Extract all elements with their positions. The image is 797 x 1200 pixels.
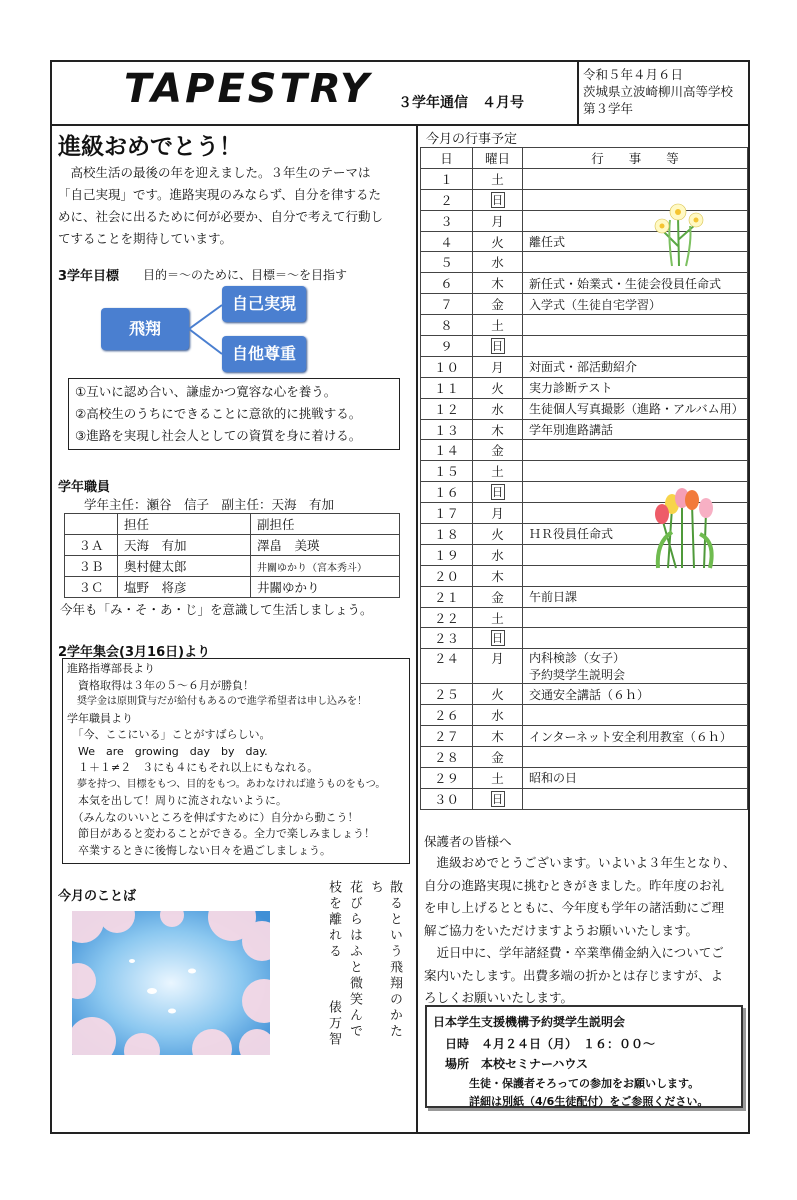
table-cell: ３Ｃ (65, 577, 118, 598)
calendar-weekday (473, 336, 523, 357)
intro-text (58, 162, 413, 250)
event-text: 離任式 (529, 235, 566, 249)
calendar-event (523, 231, 748, 252)
calendar-event (523, 189, 748, 210)
calendar-header: 曜日 (473, 148, 523, 169)
event-text: 入学式（生徒自宅学習） (529, 297, 662, 312)
issue-date: 令和５年４月６日 (583, 67, 684, 82)
assembly-line: 本気を出して！周りに流されないように。 (67, 794, 287, 807)
table-cell: 塩野 将彦 (118, 577, 251, 598)
calendar-day: ７ (421, 294, 473, 315)
weekday-label: 水 (491, 401, 504, 417)
calendar-weekday (473, 168, 523, 189)
calendar-row (421, 607, 748, 628)
calendar-row (421, 294, 748, 315)
weekday-label: 木 (491, 729, 504, 745)
calendar-row (421, 788, 748, 809)
calendar-event (523, 607, 748, 628)
calendar-row (421, 684, 748, 705)
cherry-blossom-image (72, 911, 270, 1055)
calendar-day: １４ (421, 440, 473, 461)
calendar-row (421, 273, 748, 294)
calendar-day: ２７ (421, 726, 473, 747)
goal-item: ①互いに認め合い、謙虚かつ寛容な心を養う。 (75, 384, 337, 399)
calendar-row (421, 747, 748, 768)
header-info (583, 66, 733, 117)
goal-item: ②高校生のうちにできることに意欲的に挑戦する。 (75, 406, 362, 421)
calendar-weekday (473, 356, 523, 377)
calendar-weekday (473, 294, 523, 315)
calendar-event (523, 336, 748, 357)
calendar-day: ２２ (421, 607, 473, 628)
calendar-event (523, 315, 748, 336)
weekday-label: 月 (491, 359, 504, 375)
calendar-day: ５ (421, 252, 473, 273)
weekday-label: 火 (491, 234, 504, 250)
event-text: インターネット安全利用教室（６ｈ） (529, 729, 732, 744)
calendar-row (421, 461, 748, 482)
calendar-day: １３ (421, 419, 473, 440)
assembly-heading: 2学年集会(3月16日)より (58, 645, 211, 660)
weekday-label: 月 (491, 651, 504, 667)
table-header: 副担任 (251, 514, 400, 535)
grade-name: 第３学年 (583, 101, 634, 116)
calendar-weekday (473, 210, 523, 231)
calendar-day: ２６ (421, 705, 473, 726)
calendar-day: ２９ (421, 767, 473, 788)
event-text: 内科検診（女子） (529, 651, 626, 666)
calendar-weekday (473, 649, 523, 684)
daffodil-illustration (648, 196, 710, 268)
weekday-label: 金 (491, 297, 504, 313)
event-text: 学年別進路講話 (529, 423, 614, 438)
poem-line: 花びらはふと微笑んで (347, 880, 362, 1040)
calendar-weekday (473, 273, 523, 294)
calendar-event (523, 168, 748, 189)
table-header: 担任 (118, 514, 251, 535)
weekday-label: 日 (491, 485, 504, 500)
weekday-label: 水 (491, 547, 504, 563)
calendar-event (523, 705, 748, 726)
assembly-line: 資格取得は３年の５～６月が勝負！ (67, 678, 254, 692)
calendar-day: ２８ (421, 747, 473, 768)
calendar-weekday (473, 705, 523, 726)
calendar-row (421, 356, 748, 377)
weekday-label: 日 (491, 791, 504, 806)
calendar-row (421, 398, 748, 419)
calendar-event (523, 461, 748, 482)
calendar-weekday (473, 684, 523, 705)
scholarship-notice (425, 1005, 743, 1108)
notice-note: 生徒・保護者そろっての参加をお願いします。 (469, 1077, 700, 1090)
school-name: 茨城県立波崎柳川高等学校 (583, 84, 734, 99)
assembly-line: 進路指導部長より (67, 662, 155, 675)
assembly-line: 学年職員より (67, 711, 133, 725)
goal-connector (189, 300, 223, 360)
calendar-weekday (473, 767, 523, 788)
weekday-label: 土 (491, 318, 504, 334)
calendar-event (523, 767, 748, 788)
parents-line: 解ご協力をいただけますようお願いいたします。 (424, 922, 699, 938)
calendar-row (421, 726, 748, 747)
calendar-weekday (473, 231, 523, 252)
parents-line: ろしくお願いいたします。 (424, 990, 574, 1005)
calendar-event (523, 726, 748, 747)
calendar-day: １６ (421, 482, 473, 503)
poem-line: 枝を離れる (326, 880, 341, 960)
weekday-label: 木 (491, 422, 504, 438)
column-divider (416, 124, 418, 1134)
newsletter-subtitle: ３学年通信 ４月号 (398, 95, 524, 111)
calendar-weekday (473, 747, 523, 768)
calendar-day: １０ (421, 356, 473, 377)
calendar-weekday (473, 482, 523, 503)
parents-line: 案内いたします。出費多端の折かとは存じますが、よ (424, 967, 724, 983)
goal-heading: 3学年目標 (58, 269, 120, 284)
calendar-day: ３０ (421, 788, 473, 809)
calendar-row (421, 440, 748, 461)
calendar-weekday (473, 461, 523, 482)
staff-footer: 今年も「み・そ・あ・じ」を意識して生活しましょう。 (60, 602, 373, 617)
weekday-label: 月 (491, 506, 504, 522)
calendar-day: １２ (421, 398, 473, 419)
weekday-label: 月 (491, 213, 504, 229)
goal-note: 目的＝～のために、目標＝～を目指す (143, 268, 348, 282)
table-row (65, 535, 400, 556)
goal-item: ③進路を実現し社会人としての資質を身に着ける。 (75, 428, 362, 443)
notice-place: 場所 本校セミナーハウス (445, 1057, 589, 1071)
weekday-label: 日 (491, 338, 504, 353)
event-text: ＨＲ役員任命式 (529, 527, 614, 542)
assembly-line: 卒業するときに後悔しない日々を過ごしましょう。 (67, 843, 331, 857)
calendar-weekday (473, 607, 523, 628)
intro-line: めに、社会に出るために何が必要か、自分で考えて行動し (58, 209, 384, 224)
weekday-label: 火 (491, 526, 504, 542)
table-cell: 天海 有加 (118, 535, 251, 556)
calendar-row (421, 649, 748, 684)
intro-line: 高校生活の最後の年を迎えました。３年生のテーマは (58, 165, 371, 180)
calendar-event (523, 377, 748, 398)
calendar-day: ８ (421, 315, 473, 336)
assembly-line: 奨学金は原則貸与だが給付もあるので進学希望者は申し込みを！ (67, 696, 367, 707)
calendar-row (421, 705, 748, 726)
calendar-event (523, 356, 748, 377)
calendar-event (523, 440, 748, 461)
calendar-weekday (473, 377, 523, 398)
calendar-event (523, 273, 748, 294)
notice-datetime: 日時 ４月２４日（月） １６：００～ (445, 1037, 656, 1051)
weekday-label: 日 (491, 192, 504, 207)
table-row (65, 514, 400, 535)
calendar-row (421, 419, 748, 440)
calendar-event (523, 210, 748, 231)
goal-bottom-box: 自他尊重 (222, 336, 306, 372)
calendar-day: ２１ (421, 586, 473, 607)
header-date-divider (577, 60, 579, 124)
notice-detail: 詳細は別紙（4/6生徒配付）をご参照ください。 (469, 1095, 709, 1108)
calendar-event (523, 252, 748, 273)
notice-title: 日本学生支援機構予約奨学生説明会 (433, 1015, 626, 1029)
parents-line: を申し上げるとともに、今年度も学年の諸活動にご理 (424, 900, 725, 915)
calendar-weekday (473, 586, 523, 607)
parents-text (424, 852, 746, 1010)
staff-heading: 学年職員 (58, 480, 111, 495)
parents-line: 進級おめでとうございます。いよいよ３年生となり、 (424, 855, 736, 870)
calendar-weekday (473, 524, 523, 545)
calendar-day: １９ (421, 544, 473, 565)
calendar-row (421, 168, 748, 189)
calendar-day: ６ (421, 273, 473, 294)
calendar-weekday (473, 726, 523, 747)
calendar-event (523, 586, 748, 607)
calendar-row (421, 767, 748, 788)
table-cell: ３Ａ (65, 535, 118, 556)
table-cell: 井關ゆかり (251, 577, 400, 598)
words-heading: 今月のことば (58, 889, 137, 904)
calendar-row (421, 315, 748, 336)
calendar-event (523, 684, 748, 705)
calendar-header: 日 (421, 148, 473, 169)
calendar-day: ２４ (421, 649, 473, 684)
calendar-weekday (473, 398, 523, 419)
assembly-line: （みんなのいいところを伸ばすために）自分から動こう！ (67, 810, 359, 824)
header-divider (50, 124, 750, 126)
assembly-line: We are growing day by day. (67, 744, 268, 758)
parents-heading: 保護者の皆様へ (424, 834, 512, 849)
assembly-line: 夢を持つ、目標をもつ、目的をもつ。あわなければ違うものをもつ。 (67, 778, 386, 790)
newsletter-title: TAPESTRY (124, 66, 372, 112)
staff-leaders: 学年主任：瀬谷 信子 副主任：天海 有加 (84, 497, 335, 512)
weekday-label: 土 (491, 464, 504, 480)
calendar-event (523, 294, 748, 315)
table-cell (65, 514, 118, 535)
calendar-weekday (473, 419, 523, 440)
calendar-day: ２３ (421, 628, 473, 649)
table-row (65, 577, 400, 598)
weekday-label: 水 (491, 255, 504, 271)
table-row (65, 556, 400, 577)
calendar-row (421, 586, 748, 607)
table-cell: 井關ゆかり（宮本秀斗） (251, 556, 400, 577)
calendar-event (523, 747, 748, 768)
weekday-label: 土 (491, 610, 504, 626)
goal-center-box: 飛翔 (101, 308, 189, 350)
calendar-day: ９ (421, 336, 473, 357)
poem-author: 俵万智 (326, 1000, 341, 1048)
event-text: 実力診断テスト (529, 381, 613, 396)
calendar-weekday (473, 565, 523, 586)
calendar-weekday (473, 628, 523, 649)
table-cell: ３Ｂ (65, 556, 118, 577)
weekday-label: 火 (491, 380, 504, 396)
weekday-label: 金 (491, 443, 504, 459)
tulip-illustration (648, 482, 722, 570)
weekday-label: 火 (491, 687, 504, 703)
calendar-row (421, 336, 748, 357)
weekday-label: 金 (491, 589, 504, 605)
event-text: 午前日課 (529, 590, 578, 605)
calendar-weekday (473, 503, 523, 524)
calendar-day: １１ (421, 377, 473, 398)
event-text: 対面式・部活動紹介 (529, 360, 638, 375)
weekday-label: 木 (491, 568, 504, 584)
table-cell: 澤畠 美瑛 (251, 535, 400, 556)
calendar-event (523, 649, 748, 684)
assembly-box (62, 658, 410, 864)
assembly-line: 「今、ここにいる」ことがすばらしい。 (67, 728, 271, 741)
weekday-label: 木 (491, 276, 504, 292)
calendar-day: １８ (421, 524, 473, 545)
calendar-day: １７ (421, 503, 473, 524)
calendar-day: ４ (421, 231, 473, 252)
calendar-event (523, 788, 748, 809)
calendar-event (523, 398, 748, 419)
event-text: 生徒個人写真撮影（進路・アルバム用） (529, 402, 744, 417)
event-text: 予約奨学生説明会 (529, 668, 626, 683)
calendar-day: １ (421, 168, 473, 189)
weekday-label: 日 (491, 631, 504, 646)
table-cell: 奥村健太郎 (118, 556, 251, 577)
poem-line: 散るという飛翔のかたち (368, 880, 402, 1040)
weekday-label: 金 (491, 749, 504, 765)
event-text: 新任式・始業式・生徒会役員任命式 (529, 276, 722, 291)
calendar-day: １５ (421, 461, 473, 482)
calendar-heading: 今月の行事予定 (426, 132, 518, 147)
assembly-line: 節目があると変わることができる。全力で楽しみましょう！ (67, 827, 375, 840)
calendar-row (421, 628, 748, 649)
event-text: 昭和の日 (529, 771, 578, 786)
intro-line: 「自己実現」です。進路実現のみならず、自分を律するた (58, 187, 382, 202)
calendar-event (523, 628, 748, 649)
calendar-header-row (421, 148, 748, 169)
parents-line: 近日中に、学年諸経費・卒業準備金納入についてご (424, 945, 724, 960)
calendar-header: 行 事 等 (523, 148, 748, 169)
intro-line: てすることを期待しています。 (58, 231, 233, 246)
intro-heading: 進級おめでとう！ (58, 134, 242, 160)
calendar-weekday (473, 788, 523, 809)
calendar-day: ２０ (421, 565, 473, 586)
goal-top-box: 自己実現 (222, 286, 306, 322)
goal-list (68, 378, 400, 450)
calendar-weekday (473, 544, 523, 565)
calendar-row (421, 377, 748, 398)
event-text: 交通安全講話（６ｈ） (529, 687, 650, 702)
calendar-weekday (473, 189, 523, 210)
calendar-event (523, 419, 748, 440)
weekday-label: 土 (491, 171, 504, 187)
weekday-label: 水 (491, 708, 504, 724)
calendar-weekday (473, 252, 523, 273)
calendar-weekday (473, 440, 523, 461)
calendar-day: ３ (421, 210, 473, 231)
calendar-weekday (473, 315, 523, 336)
calendar-day: ２５ (421, 684, 473, 705)
parents-line: 自分の進路実現に挑むときがきました。昨年度のお礼 (424, 877, 725, 893)
staff-table (64, 513, 400, 598)
calendar-day: ２ (421, 189, 473, 210)
assembly-line: １＋１≠２ ３にも４にもそれ以上にもなれる。 (67, 761, 319, 774)
weekday-label: 土 (491, 770, 504, 786)
